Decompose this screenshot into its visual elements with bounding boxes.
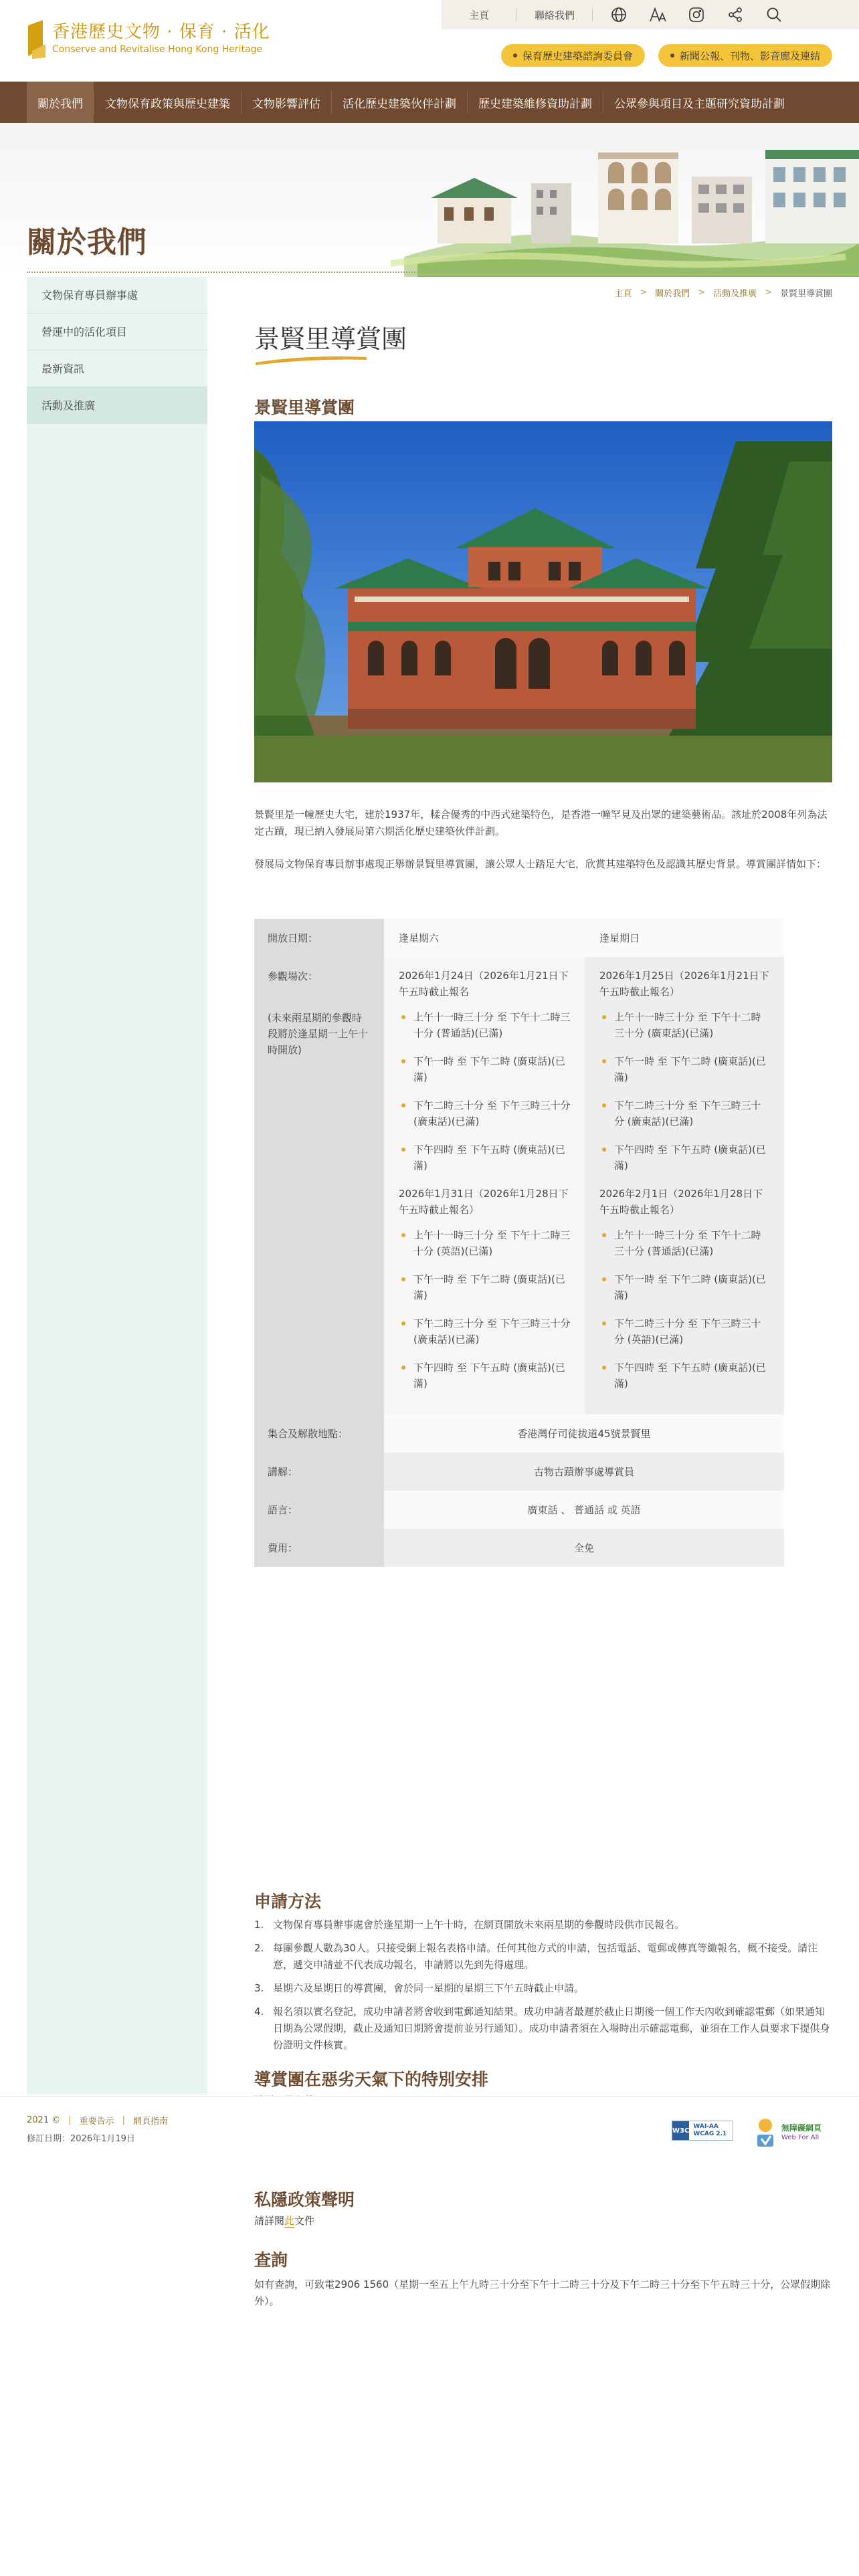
wcag-badge-text: WAI-AA WCAG 2.1 [693,2123,727,2137]
slot-text: 上午十一時三十分 至 下午十二時三十分 (廣東話)(已滿) [614,1011,761,1039]
bullet-icon [401,1233,405,1237]
pill-label: 新聞公報、刊物、影音廊及連結 [679,49,820,62]
step-text: 星期六及星期日的導賞團，會於同一星期的星期三下午五時截止申請。 [273,1982,585,1994]
apply-heading: 申請方法 [254,1892,322,1911]
language-value: 廣東話 、 普通話 或 英語 [384,1491,784,1529]
list-item [599,1227,771,1259]
list-item [599,1315,771,1348]
session-date: 2026年1月31日（2026年1月28日下午五時截止報名） [399,1188,569,1216]
bullet-icon [602,1103,606,1107]
nav-item-policy[interactable]: 文物保育政策與歷史建築 [105,97,230,111]
list-item [399,1009,571,1041]
bullet-icon [670,53,674,58]
quick-links [488,44,832,67]
sunday-slots [585,957,784,1414]
enquiry-text: 如有查詢，可致電2906 1560（星期一至五上午九時三十分至下午十二時三十分及下午二時三十分至下午五時三十分，公眾假期除外）。 [254,2278,831,2307]
list-item [599,1097,771,1130]
bullet-icon [401,1015,405,1019]
slot-text: 下午二時三十分 至 下午三時三十分 (英語)(已滿) [614,1317,761,1346]
list-item [599,1271,771,1303]
session-date: 2026年1月24日（2026年1月21日下午五時截止報名 [399,970,569,998]
slot-text: 下午一時 至 下午二時 (廣東話)(已滿) [614,1273,766,1301]
nav-item-about[interactable]: 關於我們 [27,82,94,123]
site-logo[interactable] [27,19,270,59]
bullet-icon [401,1277,405,1281]
section-title: 景賢里導賞團 [254,398,355,417]
slot-text: 下午一時 至 下午二時 (廣東話)(已滿) [413,1273,565,1301]
bullet-icon [401,1059,405,1063]
slot-text: 上午十一時三十分 至 下午十二時三十分 (普通話)(已滿) [614,1229,761,1257]
accessibility-award-icon [752,2115,779,2151]
list-item [599,1142,771,1174]
award-subtitle: Web For All [781,2133,820,2141]
pill-label: 保育歷史建築諮詢委員會 [522,49,633,62]
nav-item-impact[interactable]: 文物影響評估 [252,97,320,111]
list-item [399,1271,571,1303]
slot-text: 下午一時 至 下午二時 (廣東話)(已滿) [614,1055,766,1083]
web-for-all-award[interactable] [752,2111,832,2154]
logo-subtitle: Conserve and Revitalise Hong Kong Heritage [52,44,263,55]
nav-item-revitalise[interactable]: 活化歷史建築伙伴計劃 [343,97,456,111]
sidebar-item-news[interactable]: 最新資訊 [27,350,207,387]
guide-label: 講解： [254,1453,384,1491]
logo-mark-icon [27,19,47,59]
site-footer [0,2096,859,2176]
language-label: 語言： [254,1491,384,1529]
schedule-table [254,919,784,1567]
sidebar [27,277,207,2095]
table-row [254,919,784,957]
revised-date: 修訂日期：2026年1月19日 [27,2134,135,2144]
footer-links [27,2114,168,2127]
step-text: 每團參觀人數為30人。只接受網上報名表格申請。任何其他方式的申請，包括電話、電郵或傳真等繳報名，概不接受。請注意，遞交申請並不代表成功報名，申請將以先到先得處理。 [273,1942,818,1971]
fee-value: 全免 [384,1529,784,1567]
instagram-icon[interactable] [685,3,708,26]
step-text: 報名須以實名登記，成功申請者將會收到電郵通知結果。成功申請者最遲於截止日期後一個工作天內收到確認電郵（如果通知日期為公眾假期，截止及通知日期將會提前並另行通知）。成功申請者須在入場時出示確認電郵，並須在工作人員要求下提供身份證明文件核實。 [273,2006,830,2051]
meeting-point-value: 香港灣仔司徒拔道45號景賢里 [384,1414,784,1453]
chevron-right-icon: > [765,288,772,298]
slots-label-cell [254,957,384,1414]
king-yin-lei-photo [254,421,832,782]
slot-text: 下午四時 至 下午五時 (廣東話)(已滿) [413,1362,565,1390]
sidebar-item-projects[interactable]: 營運中的活化項目 [27,314,207,350]
refer-suffix: 文件 [294,2215,315,2227]
bullet-icon [602,1148,606,1152]
slot-text: 下午四時 至 下午五時 (廣東話)(已滿) [614,1362,766,1390]
slot-text: 下午一時 至 下午二時 (廣東話)(已滿) [413,1055,565,1083]
session-date: 2026年1月25日（2026年1月21日下午五時截止報名） [599,970,769,998]
bullet-icon [401,1321,405,1325]
sunday-header: 逢星期日 [585,919,784,957]
list-item [399,1315,571,1348]
saturday-header: 逢星期六 [384,919,585,957]
list-item [599,1053,771,1085]
bullet-icon [602,1277,606,1281]
breadcrumb-about[interactable]: 關於我們 [655,289,690,299]
share-icon[interactable] [724,3,747,26]
list-item [599,1360,771,1392]
weather-heading: 導賞團在惡劣天氣下的特別安排 [254,2070,489,2089]
breadcrumb-home[interactable]: 主頁 [614,289,632,299]
logo-title: 香港歷史文物 · 保育 · 活化 [52,22,270,42]
bullet-icon [401,1103,405,1107]
slots-label: 參觀場次： [268,970,318,982]
search-icon[interactable] [763,3,785,26]
page-banner [0,123,859,277]
slot-text: 上午十一時三十分 至 下午十二時三十分 (普通話)(已滿) [413,1011,571,1039]
slot-text: 上午十一時三十分 至 下午十二時三十分 (英語)(已滿) [413,1229,571,1257]
table-row [254,1414,784,1453]
list-item [399,1227,571,1259]
slot-text: 下午四時 至 下午五時 (廣東話)(已滿) [614,1144,766,1172]
nav-item-maintenance[interactable]: 歷史建築維修資助計劃 [478,97,592,111]
table-row [254,957,784,1414]
home-link[interactable]: 主頁 [468,9,489,21]
page-title: 景賢里導賞團 [254,324,407,354]
globe-icon[interactable] [607,3,630,26]
privacy-document-link[interactable]: 此 [284,2215,295,2227]
award-title: 無障礙網頁 [781,2123,822,2133]
list-item [399,1360,571,1392]
list-item: 2. 每團參觀人數為30人。只接受網上報名表格申請。任何其他方式的申請，包括電話、電郵或傳真等繳報名，概不接受。請注意，遞交申請並不代表成功報名，申請將以先到先得處理。 [254,1942,818,1971]
w3c-logo-icon: W3C [672,2121,689,2140]
breadcrumb-activities[interactable]: 活動及推廣 [713,289,757,299]
bullet-icon [602,1059,606,1063]
list-item: 3. 星期六及星期日的導賞團，會於同一星期的星期三下午五時截止申請。 [254,1982,585,1994]
bullet-icon [513,53,517,58]
slot-text: 下午四時 至 下午五時 (廣東話)(已滿) [413,1144,565,1172]
bullet-icon [602,1233,606,1237]
list-item [399,1053,571,1085]
divider: | [122,2115,126,2125]
list-item [399,1097,571,1130]
intro-paragraph: 景賢里是一幢歷史大宅，建於1937年，糅合優秀的中西式建築特色，是香港一幢罕見及出眾的建築藝術品。該址於2008年列為法定古蹟，現已納入發展局第六期活化歷史建築伙伴計劃。 [254,809,828,837]
privacy-reference [254,2214,314,2228]
refer-prefix: 請詳閱 [254,2215,285,2227]
sidebar-item-office[interactable]: 文物保育專員辦事處 [27,277,207,314]
enquiry-heading: 查詢 [254,2250,288,2270]
slots-note: (未來兩星期的參觀時段將於逢星期一上午十時開放) [268,1012,369,1056]
guide-value: 古物古蹟辦事處導賞員 [384,1453,784,1491]
table-row [254,1453,784,1491]
news-pill[interactable] [658,44,832,67]
list-item: 1. 文物保育專員辦事處會於逢星期一上午十時，在網頁開放未來兩星期的參觀時段供市民報名。 [254,1919,685,1931]
advisory-board-pill[interactable] [501,44,645,67]
chevron-right-icon: > [640,288,648,298]
session-date: 2026年2月1日（2026年1月28日下午五時截止報名） [599,1188,763,1216]
list-item: 4. 報名須以實名登記，成功申請者將會收到電郵通知結果。成功申請者最遲於截止日期後一個工作天內收到確認電郵（如果通知日期為公眾假期，截止及通知日期將會提前並另行通知）。成功申請者須在入場時出示確認電郵，並須在工作人員要求下提供身份證明文件核實。 [254,2006,830,2051]
bullet-icon [602,1015,606,1019]
open-date-label: 開放日期： [254,919,384,957]
bullet-icon [602,1366,606,1370]
nav-item-public-engagement[interactable]: 公眾參與項目及主題研究資助計劃 [614,97,785,111]
utility-bar [442,0,859,29]
bullet-icon [602,1321,606,1325]
saturday-slots [384,957,585,1414]
intro-paragraph: 發展局文物保育專員辦事處現正舉辦景賢里導賞團，讓公眾人士踏足大宅，欣賞其建築特色及認識其歷史背景。導賞團詳情如下： [254,858,827,870]
slot-text: 下午二時三十分 至 下午三時三十分 (廣東話)(已滿) [614,1099,761,1128]
important-notice-link[interactable]: 重要告示 [79,2117,114,2127]
sidebar-item-activities[interactable]: 活動及推廣 [27,387,207,424]
font-size-icon[interactable] [646,3,669,26]
heritage-buildings-illustration [377,123,859,277]
chevron-right-icon: > [698,288,706,298]
divider [592,7,593,22]
list-item [399,1142,571,1174]
wcag-badge[interactable] [672,2121,733,2141]
table-row [254,1491,784,1529]
site-guide-link[interactable]: 網頁指南 [133,2117,169,2127]
apply-steps [254,1917,832,2060]
step-text: 文物保育專員辦事處會於逢星期一上午十時，在網頁開放未來兩星期的參觀時段供市民報名。 [273,1919,685,1931]
divider: | [68,2115,72,2125]
list-item [599,1009,771,1041]
slot-text: 下午二時三十分 至 下午三時三十分 (廣東話)(已滿) [413,1317,571,1346]
copyright: 2021 © [27,2115,61,2125]
title-underline-decoration [254,353,368,365]
main-nav [0,82,859,123]
meeting-point-label: 集合及解散地點： [254,1414,384,1453]
bullet-icon [401,1148,405,1152]
breadcrumb [614,286,832,299]
fee-label: 費用： [254,1529,384,1567]
site-header [0,0,859,82]
privacy-heading: 私隱政策聲明 [254,2190,355,2210]
slot-text: 下午二時三十分 至 下午三時三十分 (廣東話)(已滿) [413,1099,571,1128]
bullet-icon [401,1366,405,1370]
banner-title: 關於我們 [27,225,147,259]
table-row [254,1529,784,1567]
breadcrumb-current: 景賢里導賞團 [779,289,832,299]
divider [27,272,832,273]
contact-link[interactable]: 聯絡我們 [534,9,575,21]
